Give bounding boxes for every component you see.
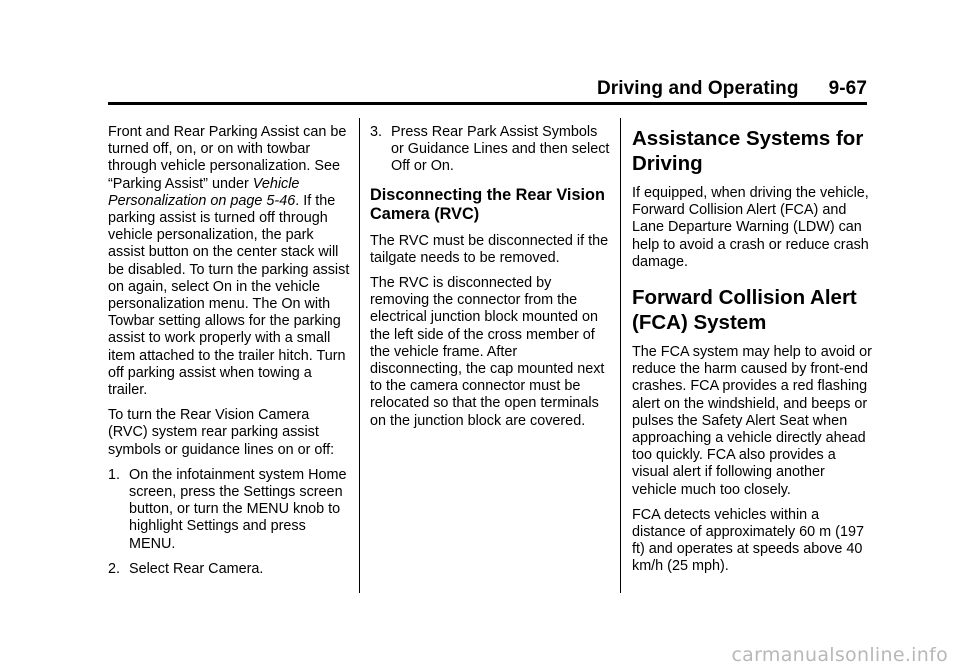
section-title: Driving and Operating	[596, 78, 799, 99]
section-heading: Forward Collision Alert (FCA) System	[632, 286, 857, 335]
paragraph: If equipped, when driving the vehicle, Forward Collision Alert (FCA) and Lane Departure Warning (LDW) can help to avoid a crash or reduce crash damage.	[632, 185, 869, 270]
page-header	[597, 78, 867, 100]
step-number: 1.	[108, 466, 121, 483]
section-heading: Disconnecting the Rear Vision Camera (RVC)	[370, 185, 605, 223]
column-middle	[370, 124, 610, 438]
paragraph: Front and Rear Parking Assist can be turned off, on, or on with towbar through vehicle personalization. See “Parking Assist” under Vehicle Personalization on page 5-46. If the parking assist is turned off through vehicle personalization, the park assist button on the center stack will be disabled. To turn the parking assist on again, select On in the vehicle personalization menu. The On with Towbar setting allows for the parking assist to work properly with a small item attached to the trailer hitch. Turn off parking assist when towing a trailer.	[108, 124, 350, 399]
step-number: 2.	[108, 560, 121, 577]
column-divider	[620, 118, 621, 593]
list-item	[108, 467, 351, 553]
paragraph: The FCA system may help to avoid or reduce the harm caused by front-end crashes. FCA provides a red flashing alert on the windshield, and beeps or pulses the Safety Alert Seat when approaching a vehicle directly ahead too quickly. FCA also provides a visual alert if following another vehicle much too closely.	[632, 344, 872, 498]
column-right	[632, 124, 872, 584]
paragraph: To turn the Rear Vision Camera (RVC) system rear parking assist symbols or guidance lines on or off:	[108, 407, 335, 458]
section-heading: Assistance Systems for Driving	[632, 127, 864, 175]
column-divider	[359, 118, 360, 593]
list-item	[108, 561, 351, 578]
step-text: Select Rear Camera.	[129, 560, 264, 577]
list-item	[370, 124, 610, 176]
cross-reference-link[interactable]: Vehicle Personalization on page 5-46	[108, 175, 300, 209]
step-text: On the infotainment system Home screen, press the Settings screen button, or turn the MENU knob to highlight Settings and press MENU.	[129, 466, 347, 552]
column-left	[108, 124, 351, 586]
step-number: 3.	[370, 124, 383, 140]
paragraph: The RVC must be disconnected if the tailgate needs to be removed.	[370, 232, 609, 266]
header-rule	[108, 102, 867, 105]
paragraph: FCA detects vehicles within a distance of approximately 60 m (197 ft) and operates at speeds above 40 km/h (25 mph).	[632, 506, 864, 575]
page-number: 9-67	[828, 78, 867, 99]
paragraph: The RVC is disconnected by removing the connector from the electrical junction block mounted on the left side of the cross member of the vehicle frame. After disconnecting, the cap mounted next to the camera connector must be relocated so that the open terminals on the junction block are covered.	[370, 275, 605, 429]
step-text: Press Rear Park Assist Symbols or Guidance Lines and then select Off or On.	[391, 124, 610, 175]
watermark: carmanualsonline.info	[731, 644, 948, 666]
